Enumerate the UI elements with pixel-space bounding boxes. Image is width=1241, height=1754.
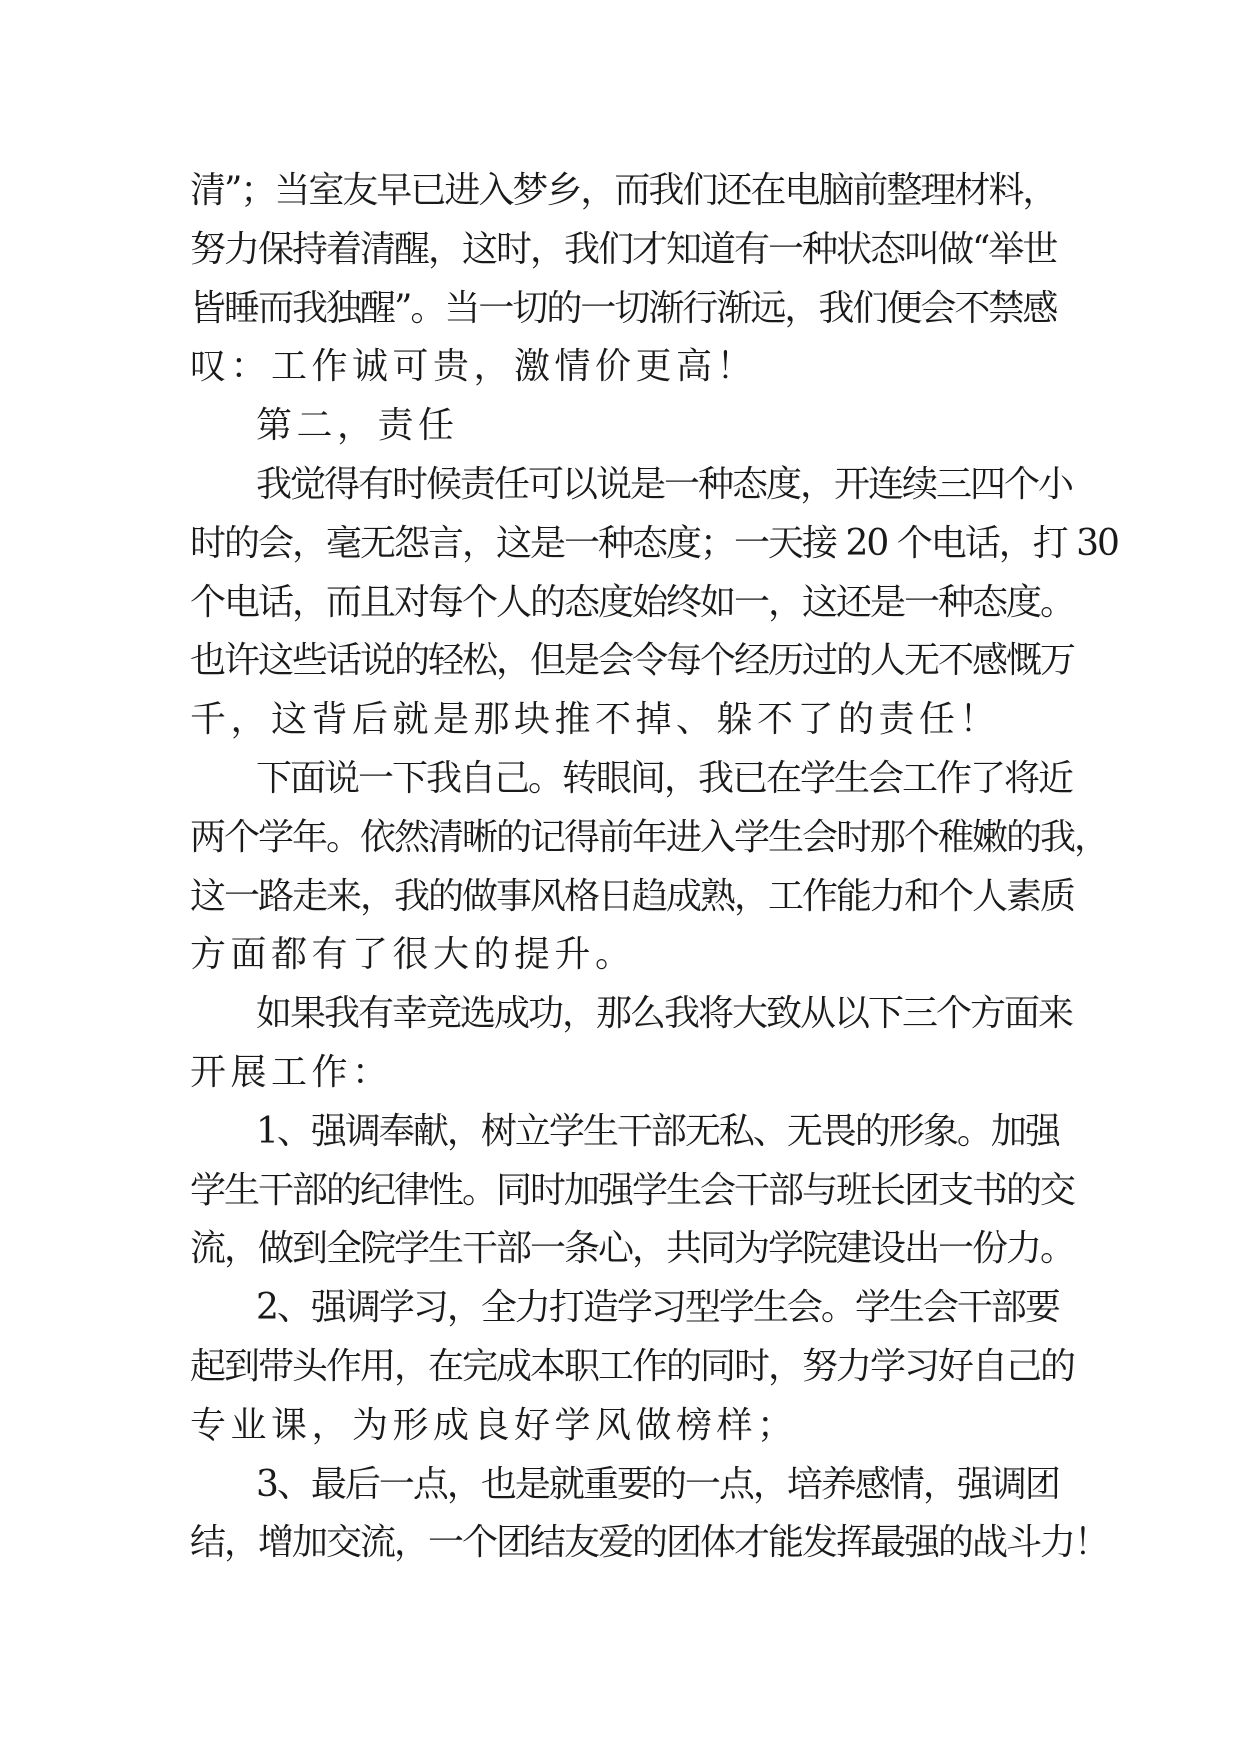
text-line: 努力保持着清醒，这时，我们才知道有一种状态叫做“举世: [190, 228, 1057, 270]
text-line: 方面都有了很大的提升。: [190, 934, 636, 976]
text-line: 这一路走来，我的做事风格日趋成熟，工作能力和个人素质: [190, 875, 1075, 917]
document-body: [190, 162, 1118, 1573]
text-line: 个电话，而且对每个人的态度始终如一，这还是一种态度。: [190, 581, 1075, 623]
section-heading: 第二，责任: [256, 405, 459, 447]
text-line: 时的会，毫无怨言，这是一种态度；一天接 20 个电话，打 30: [190, 522, 1118, 564]
text-line: 如果我有幸竞选成功，那么我将大致从以下三个方面来: [256, 993, 1073, 1035]
text-line: 清”；当室友早已进入梦乡，而我们还在电脑前整理材料，: [190, 170, 1057, 211]
text-line: 起到带头作用，在完成本职工作的同时，努力学习好自己的: [190, 1345, 1075, 1387]
list-item-1: 1、强调奉献，树立学生干部无私、无畏的形象。加强: [256, 1110, 1059, 1152]
text-line: 下面说一下我自己。转眼间，我已在学生会工作了将近: [256, 757, 1073, 799]
text-line: 流，做到全院学生干部一条心，共同为学院建设出一份力。: [190, 1228, 1075, 1270]
text-line: 学生干部的纪律性。同时加强学生会干部与班长团支书的交: [190, 1169, 1075, 1211]
text-line: 我觉得有时候责任可以说是一种态度，开连续三四个小: [256, 463, 1073, 505]
list-item-3: 3、最后一点，也是就重要的一点，培养感情，强调团: [256, 1463, 1059, 1505]
text-line: 开展工作：: [190, 1051, 393, 1093]
text-line: 千，这背后就是那块推不掉、躲不了的责任！: [190, 699, 1001, 741]
text-line: 也许这些话说的轻松，但是会令每个经历过的人无不感慨万: [190, 640, 1075, 682]
text-line: 专业课，为形成良好学风做榜样；: [190, 1404, 798, 1446]
text-line: 结，增加交流，一个团结友爱的团体才能发挥最强的战斗力！: [190, 1522, 1109, 1564]
text-line: 叹：工作诚可贵，激情价更高！: [190, 346, 758, 388]
list-item-2: 2、强调学习，全力打造学习型学生会。学生会干部要: [256, 1287, 1059, 1329]
text-line: 两个学年。依然清晰的记得前年进入学生会时那个稚嫩的我，: [190, 816, 1109, 858]
text-line: 皆睡而我独醒”。当一切的一切渐行渐远，我们便会不禁感: [190, 287, 1057, 329]
